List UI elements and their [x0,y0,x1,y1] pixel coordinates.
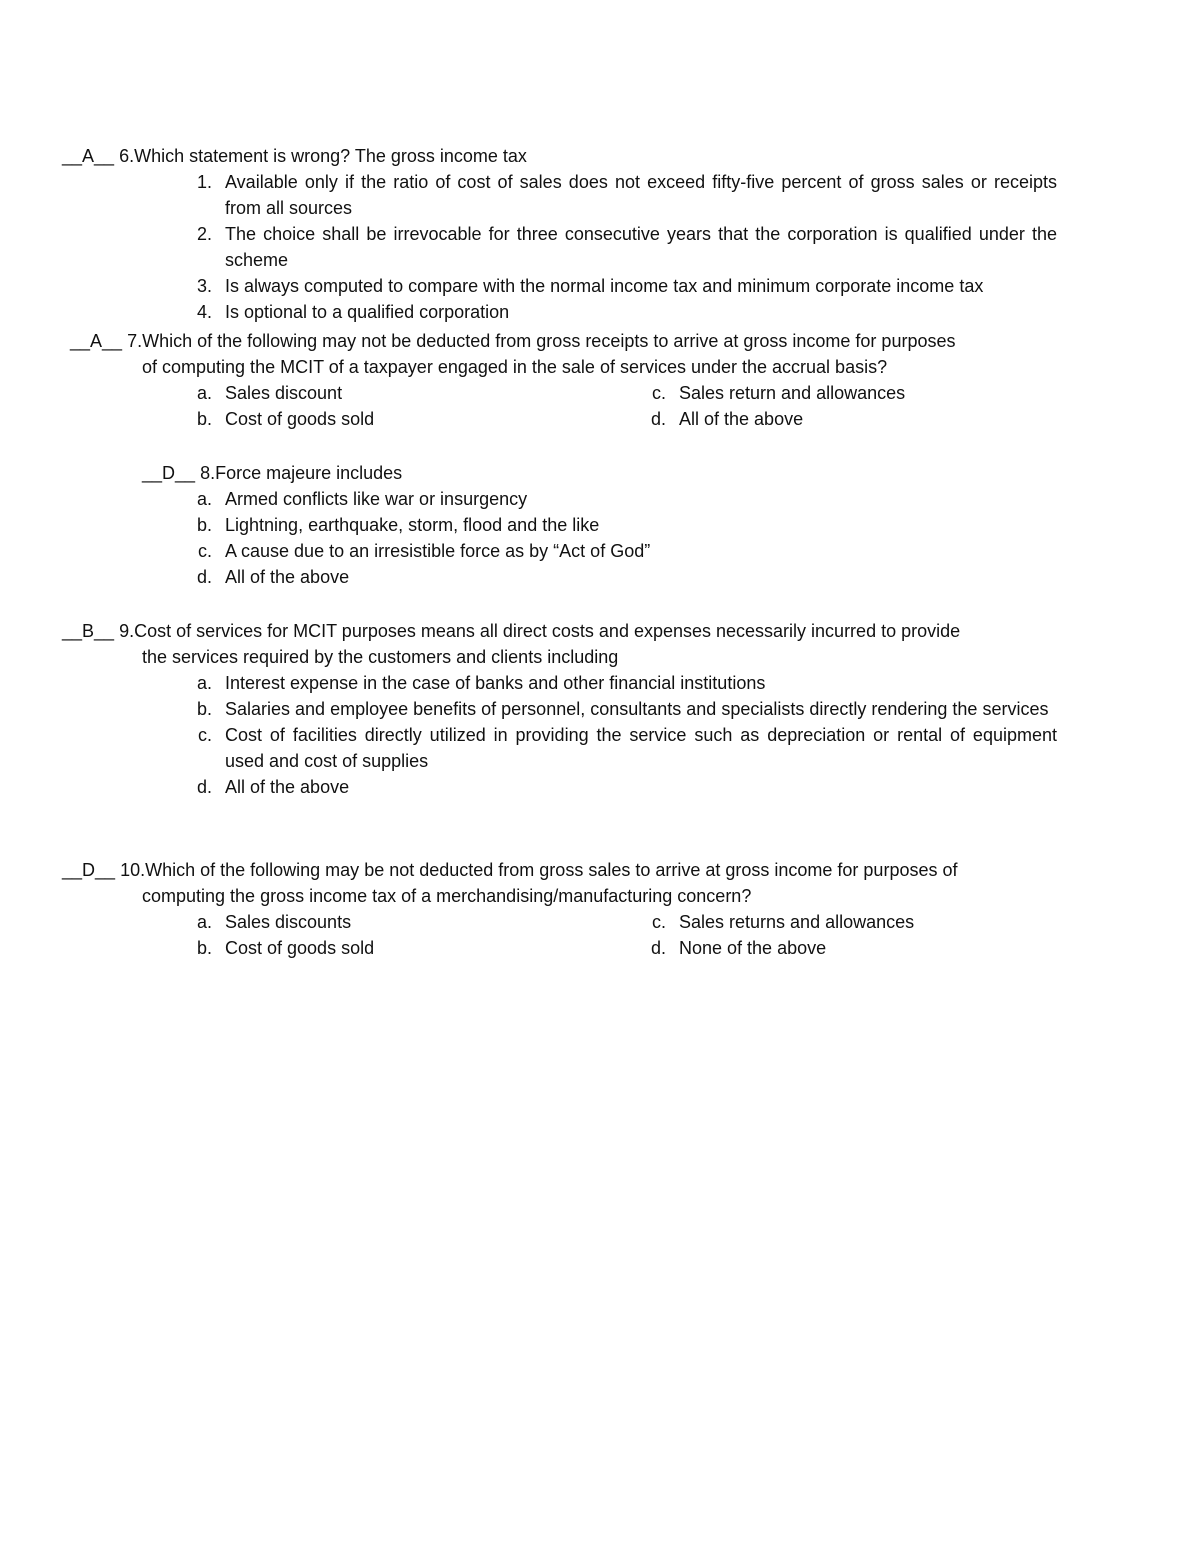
question-9-stem-cont: the services required by the customers and clients including [142,647,619,667]
question-6-text: Which statement is wrong? The gross income tax [134,146,527,166]
question-8-text: Force majeure includes [215,463,403,483]
question-7 [62,328,1057,432]
question-7-options [62,380,1057,432]
option-10-d: d. None of the above [650,938,827,958]
question-8-stem: __D__ 8.Force majeure includes [142,463,403,483]
option-7-b: b. Cost of goods sold [196,409,375,429]
option-9-b: b. Salaries and employee benefits of personnel, consultants and specialists directly rendering the services [196,699,1049,719]
option-7-a: a. Sales discount [196,383,343,403]
option-9-d: d. All of the above [196,777,350,797]
question-6-options [62,169,1057,325]
question-7-text: Which of the following may not be deducted from gross receipts to arrive at gross income for purposes [142,331,956,351]
option-10-b: b. Cost of goods sold [196,938,375,958]
question-7-number: 7. [127,331,143,351]
answer-7: A [90,331,103,351]
option-9-c: c. Cost of facilities directly utilized in providing the service such as depreciation or rental of equipment used and cost of supplies [197,725,1057,771]
option-8-d: d. All of the above [196,567,350,587]
question-9-stem: __B__ 9.Cost of services for MCIT purposes means all direct costs and expenses necessarily incurred to provide [62,621,961,641]
question-6-stem: __A__ 6.Which statement is wrong? The gross income tax [62,146,527,166]
option-10-c: c. Sales returns and allowances [651,912,915,932]
option-8-c: c. A cause due to an irresistible force as by “Act of God” [197,541,651,561]
question-6 [62,143,1057,325]
question-7-stem-cont: of computing the MCIT of a taxpayer engaged in the sale of services under the accrual basis? [142,357,888,377]
question-10 [62,857,1057,961]
option-9-a: a. Interest expense in the case of banks and other financial institutions [196,673,766,693]
question-9-options [62,670,1057,800]
question-10-options [62,909,1057,961]
question-10-stem-cont: computing the gross income tax of a merchandising/manufacturing concern? [142,886,752,906]
question-9-number: 9. [119,621,135,641]
option-6-3: 3. Is always computed to compare with the normal income tax and minimum corporate income tax [196,276,984,296]
question-7-stem: __A__ 7.Which of the following may not be deducted from gross receipts to arrive at gross income for purposes [70,331,956,351]
question-9-text: Cost of services for MCIT purposes means all direct costs and expenses necessarily incurred to provide [134,621,961,641]
question-10-stem: __D__ 10.Which of the following may be not deducted from gross sales to arrive at gross income for purposes of [62,860,958,880]
answer-10: D [82,860,96,880]
question-10-text: Which of the following may be not deducted from gross sales to arrive at gross income for purposes of [145,860,958,880]
option-8-b: b. Lightning, earthquake, storm, flood and the like [196,515,600,535]
question-8-options [62,486,1057,590]
option-6-4: 4. Is optional to a qualified corporation [196,302,510,322]
option-8-a: a. Armed conflicts like war or insurgency [196,489,528,509]
question-9 [62,618,1057,800]
option-7-d: d. All of the above [650,409,804,429]
option-6-1: 1. Available only if the ratio of cost of sales does not exceed fifty-five percent of gross sales or receipts from all sources [196,172,1057,218]
question-8 [62,460,1057,590]
question-10-number: 10. [120,860,146,880]
answer-9: B [82,621,95,641]
question-8-number: 8. [200,463,216,483]
question-6-number: 6. [119,146,135,166]
answer-6: A [82,146,95,166]
option-7-c: c. Sales return and allowances [651,383,906,403]
option-10-a: a. Sales discounts [196,912,352,932]
answer-8: D [162,463,176,483]
option-6-2: 2. The choice shall be irrevocable for three consecutive years that the corporation is qualified under the scheme [196,224,1057,270]
